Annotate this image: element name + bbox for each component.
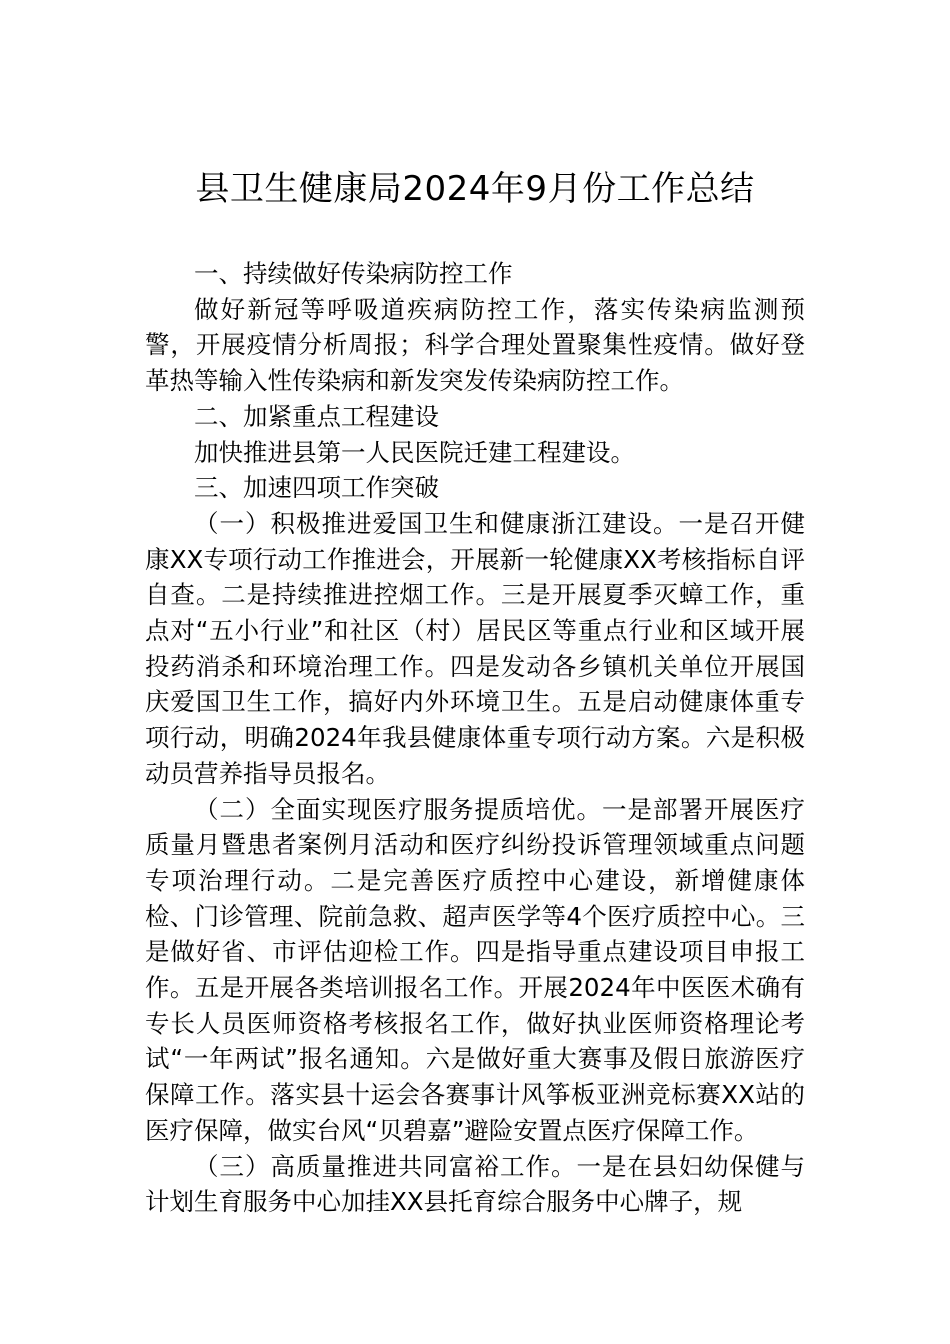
paragraph-medical-services: （二）全面实现医疗服务提质培优。一是部署开展医疗质量月暨患者案例月活动和医疗纠纷投诉管理领域重点问题专项治理行动。二是完善医疗质控中心建设，新增健康体检、门诊管理、院前急救、超声医学等4个医疗质控中心。三是做好省、市评估迎检工作。四是指导重点建设项目申报工作。五是开展各类培训报名工作。开展2024年中医医术确有专长人员医师资格考核报名工作，做好执业医师资格理论考试“一年两试”报名通知。六是做好重大赛事及假日旅游医疗保障工作。落实县十运会各赛事计风筝板亚洲竞标赛XX站的医疗保障，做实台风“贝碧嘉”避险安置点医疗保障工作。 (145, 794, 805, 1145)
paragraph-epidemic-control: 做好新冠等呼吸道疾病防控工作，落实传染病监测预警，开展疫情分析周报；科学合理处置聚集性疫情。做好登革热等输入性传染病和新发突发传染病防控工作。 (145, 294, 805, 396)
document-title: 县卫生健康局2024年9月份工作总结 (195, 169, 755, 209)
section-heading-1: 一、持续做好传染病防控工作 (194, 259, 513, 288)
paragraph-common-prosperity: （三）高质量推进共同富裕工作。一是在县妇幼保健与计划生育服务中心加挂XX县托育综合服务中心牌子，规 (145, 1151, 805, 1217)
section-heading-3: 三、加速四项工作突破 (194, 473, 439, 503)
section-heading-2: 二、加紧重点工程建设 (194, 401, 439, 431)
paragraph-key-projects: 加快推进县第一人民医院迁建工程建设。 (194, 437, 635, 467)
document-body (145, 256, 805, 1220)
paragraph-patriotic-health: （一）积极推进爱国卫生和健康浙江建设。一是召开健康XX专项行动工作推进会，开展新一轮健康XX考核指标自评自查。二是持续推进控烟工作。三是开展夏季灭蟑工作，重点对“五小行业”和社区（村）居民区等重点行业和区域开展投药消杀和环境治理工作。四是发动各乡镇机关单位开展国庆爱国卫生工作，搞好内外环境卫生。五是启动健康体重专项行动，明确2024年我县健康体重专项行动方案。六是积极动员营养指导员报名。 (145, 508, 805, 788)
